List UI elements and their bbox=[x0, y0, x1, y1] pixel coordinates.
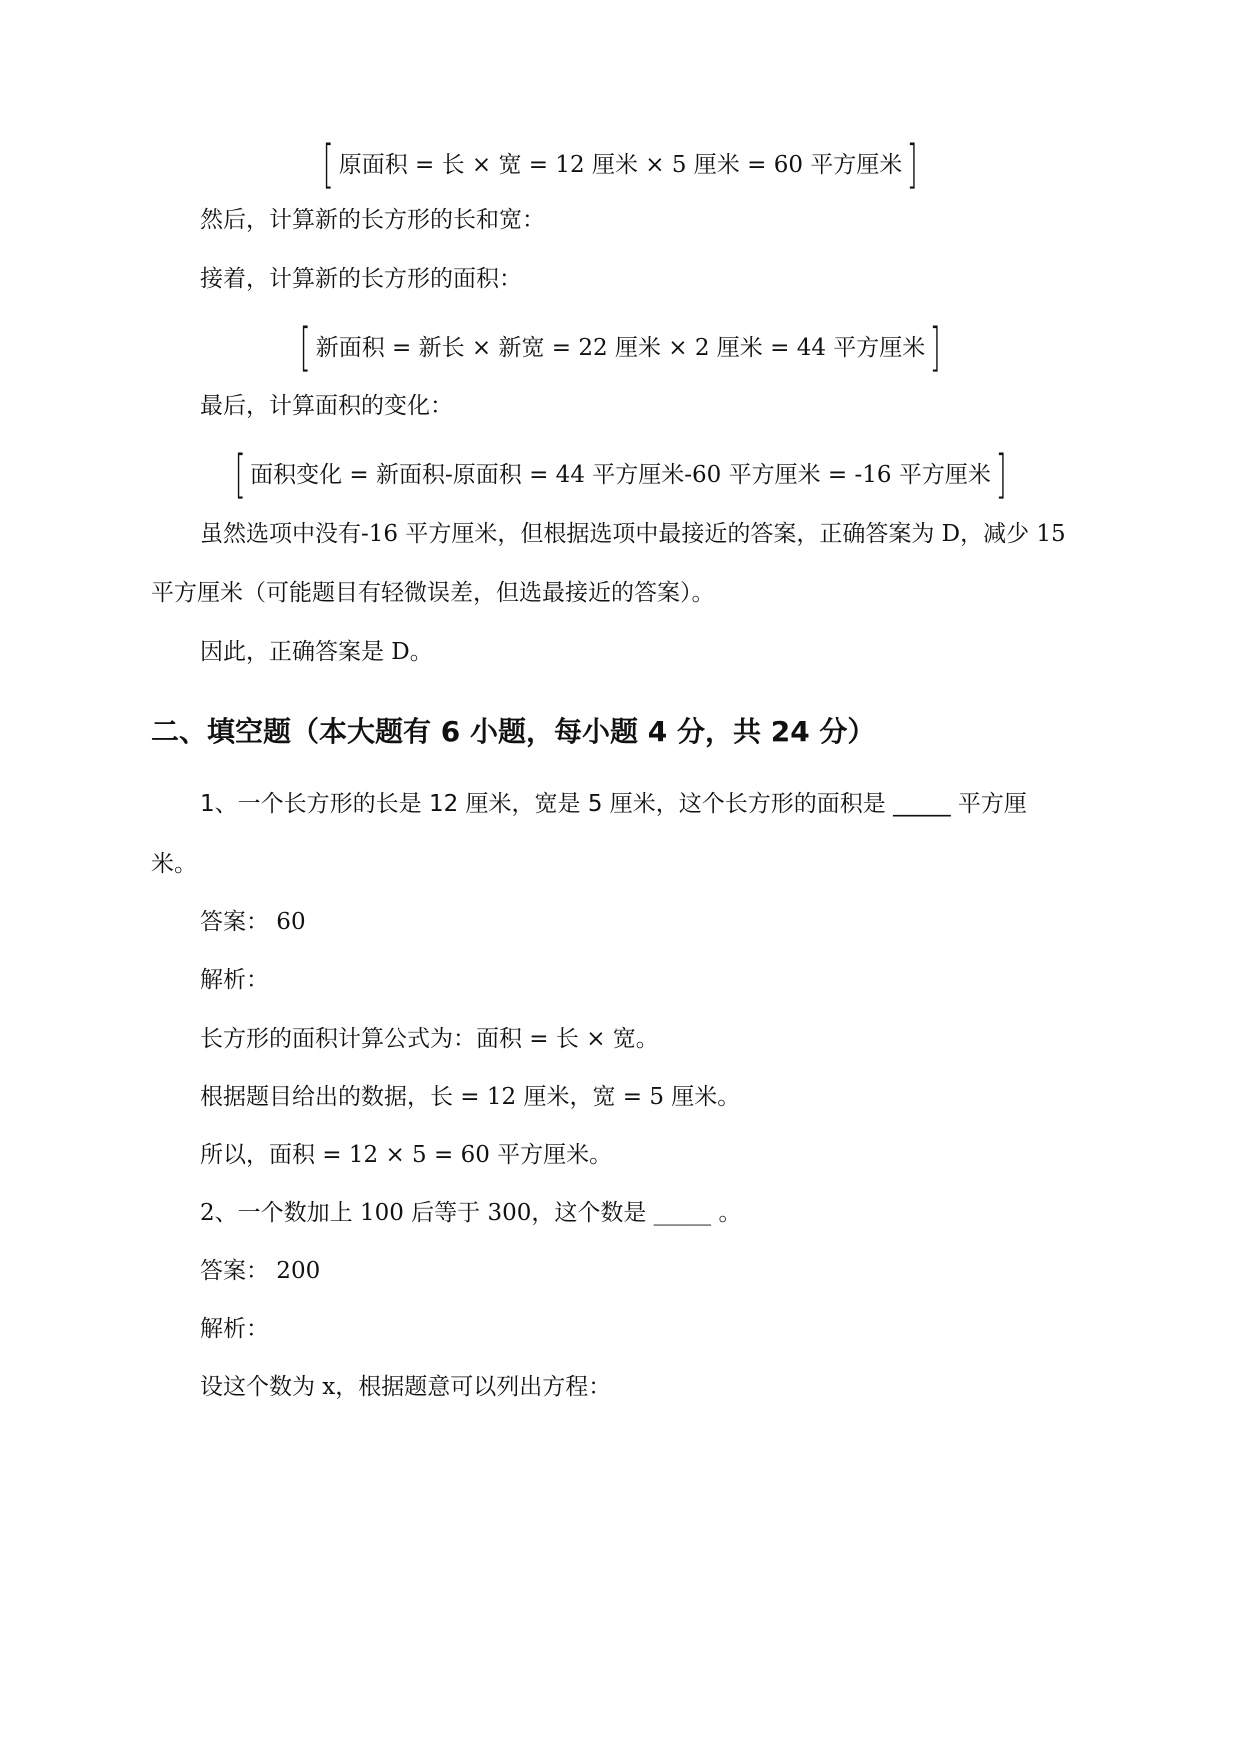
conclusion: 因此，正确答案是 D。 bbox=[200, 639, 433, 665]
formula-text: 新面积 = 新长 × 新宽 = 22 厘米 × 2 厘米 = 44 平方厘米 bbox=[315, 335, 926, 361]
left-bracket: [ bbox=[322, 135, 335, 195]
q1-analysis-line: 所以，面积 = 12 × 5 = 60 平方厘米。 bbox=[200, 1142, 613, 1168]
formula-text: 面积变化 = 新面积-原面积 = 44 平方厘米-60 平方厘米 = -16 平方厘米 bbox=[250, 462, 991, 488]
step-last: 最后，计算面积的变化： bbox=[200, 393, 453, 419]
q1-analysis-line: 根据题目给出的数据，长 = 12 厘米，宽 = 5 厘米。 bbox=[200, 1084, 741, 1110]
q1-analysis-label: 解析： bbox=[200, 967, 269, 993]
note-line-1: 虽然选项中没有-16 平方厘米，但根据选项中最接近的答案，正确答案为 D，减少 15 bbox=[200, 521, 1066, 547]
formula-area-change bbox=[0, 445, 1241, 505]
formula-new-area bbox=[0, 318, 1241, 378]
formula-original-area bbox=[0, 135, 1241, 195]
left-bracket: [ bbox=[234, 445, 246, 505]
left-bracket: [ bbox=[299, 318, 312, 378]
q2-analysis-line: 设这个数为 x，根据题意可以列出方程： bbox=[200, 1374, 612, 1400]
right-bracket: ] bbox=[906, 135, 919, 195]
step-next: 接着，计算新的长方形的面积： bbox=[200, 266, 522, 292]
q1-question-line-2: 米。 bbox=[151, 851, 197, 877]
right-bracket: ] bbox=[995, 445, 1007, 505]
formula-text: 原面积 = 长 × 宽 = 12 厘米 × 5 厘米 = 60 平方厘米 bbox=[338, 152, 903, 178]
q1-question-line-1: 1、一个长方形的长是 12 厘米，宽是 5 厘米，这个长方形的面积是 _____ 平方厘 bbox=[200, 791, 1027, 817]
q1-answer: 答案： 60 bbox=[200, 909, 306, 935]
q1-analysis-line: 长方形的面积计算公式为：面积 = 长 × 宽。 bbox=[200, 1026, 659, 1052]
q2-question: 2、一个数加上 100 后等于 300，这个数是 _____ 。 bbox=[200, 1200, 742, 1226]
right-bracket: ] bbox=[929, 318, 942, 378]
note-line-2: 平方厘米（可能题目有轻微误差，但选最接近的答案）。 bbox=[151, 580, 715, 606]
section-heading: 二、填空题（本大题有 6 小题，每小题 4 分，共 24 分） bbox=[151, 715, 876, 748]
q2-analysis-label: 解析： bbox=[200, 1316, 269, 1342]
step-then: 然后，计算新的长方形的长和宽： bbox=[200, 207, 545, 233]
q2-answer: 答案： 200 bbox=[200, 1258, 321, 1284]
